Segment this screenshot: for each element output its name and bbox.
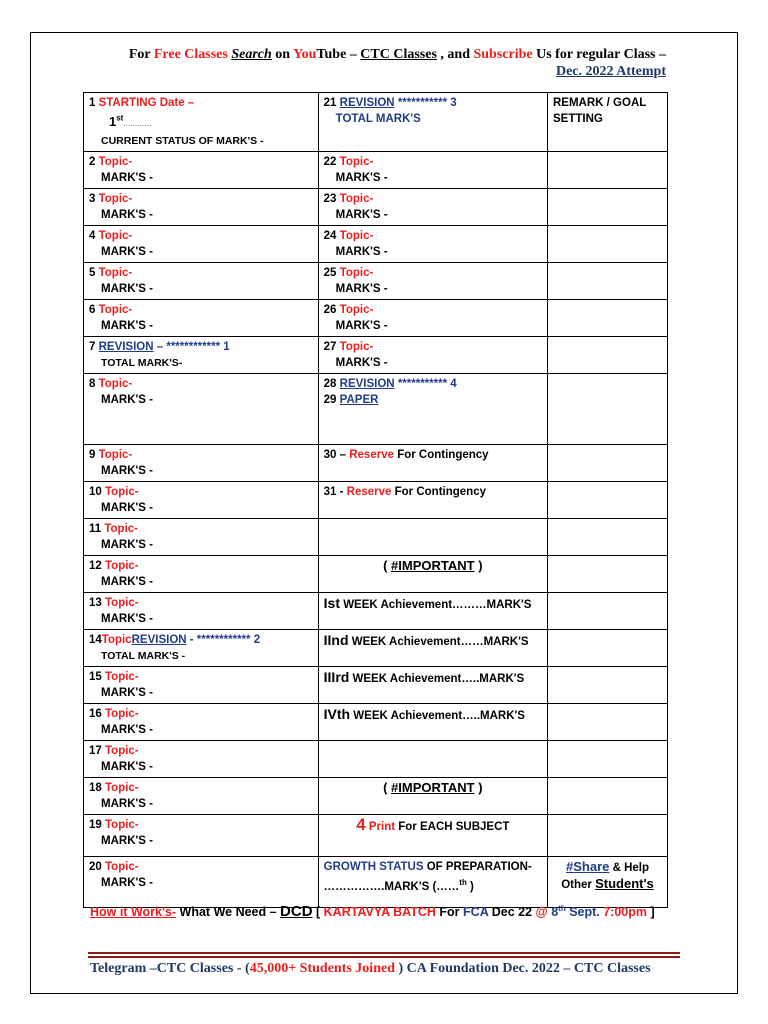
print-note: 4 Print For EACH SUBJECT bbox=[318, 815, 547, 857]
cell-24: 24 Topic- MARK'S - bbox=[318, 226, 547, 263]
cell-17: 17 Topic- MARK'S - bbox=[84, 741, 319, 778]
empty-cell[interactable] bbox=[318, 519, 547, 556]
share-help: #Share & Help Other Student's bbox=[548, 857, 668, 908]
cell-28: 28 REVISION *********** 4 29 PAPER bbox=[318, 374, 547, 445]
cell-10: 10 Topic- MARK'S - bbox=[84, 482, 319, 519]
remark-cell[interactable] bbox=[548, 482, 668, 519]
cell-13: 13 Topic- MARK'S - bbox=[84, 593, 319, 630]
cell-7: 7 REVISION – ************ 1 TOTAL MARK'S- bbox=[84, 337, 319, 374]
cell-14: 14TopicREVISION - ************ 2 TOTAL MARK'S - bbox=[84, 630, 319, 667]
remark-cell[interactable] bbox=[548, 741, 668, 778]
cell-30: 30 – Reserve For Contingency bbox=[318, 445, 547, 482]
cell-25: 25 Topic- MARK'S - bbox=[318, 263, 547, 300]
cell-5: 5 Topic- MARK'S - bbox=[84, 263, 319, 300]
attempt-label: Dec. 2022 Attempt bbox=[555, 64, 666, 79]
header bbox=[60, 46, 666, 80]
cell-27: 27 Topic- MARK'S - bbox=[318, 337, 547, 374]
cell-26: 26 Topic- MARK'S - bbox=[318, 300, 547, 337]
schedule-table bbox=[83, 92, 668, 908]
cell-3: 3 Topic- MARK'S - bbox=[84, 189, 319, 226]
remark-cell[interactable] bbox=[548, 226, 668, 263]
telegram-line: Telegram –CTC Classes - (45,000+ Students Joined ) CA Foundation Dec. 2022 – CTC Classes bbox=[90, 961, 651, 976]
remark-cell[interactable] bbox=[548, 300, 668, 337]
cell-2: 2 Topic- MARK'S - bbox=[84, 152, 319, 189]
cell-6: 6 Topic- MARK'S - bbox=[84, 300, 319, 337]
cell-21: 21 REVISION *********** 3 TOTAL MARK'S bbox=[318, 93, 547, 152]
cell-18: 18 Topic- MARK'S - bbox=[84, 778, 319, 815]
week-1-achievement: Ist WEEK Achievement………MARK'S bbox=[318, 593, 547, 630]
empty-cell[interactable] bbox=[318, 741, 547, 778]
cell-31: 31 - Reserve For Contingency bbox=[318, 482, 547, 519]
cell-19: 19 Topic- MARK'S - bbox=[84, 815, 319, 857]
remark-cell[interactable] bbox=[548, 630, 668, 667]
week-3-achievement: IIIrd WEEK Achievement…..MARK'S bbox=[318, 667, 547, 704]
header-line-1: For Free Classes Search on YouTube – CTC Classes , and Subscribe Us for regular Class – bbox=[128, 47, 666, 62]
cell-23: 23 Topic- MARK'S - bbox=[318, 189, 547, 226]
cell-12: 12 Topic- MARK'S - bbox=[84, 556, 319, 593]
remark-header: REMARK / GOAL SETTING bbox=[548, 93, 668, 152]
cell-20: 20 Topic- MARK'S - bbox=[84, 857, 319, 908]
important-label: ( #IMPORTANT ) bbox=[318, 778, 547, 815]
cell-9: 9 Topic- MARK'S - bbox=[84, 445, 319, 482]
divider bbox=[88, 956, 680, 958]
remark-cell[interactable] bbox=[548, 778, 668, 815]
how-it-works-line: How it Work's- What We Need – DCD [ KARTAVYA BATCH For FCA Dec 22 @ 8th Sept. 7:00pm ] bbox=[90, 903, 655, 920]
remark-cell[interactable] bbox=[548, 152, 668, 189]
remark-cell[interactable] bbox=[548, 593, 668, 630]
remark-cell[interactable] bbox=[548, 337, 668, 374]
remark-cell[interactable] bbox=[548, 815, 668, 857]
remark-cell[interactable] bbox=[548, 704, 668, 741]
week-2-achievement: IInd WEEK Achievement……MARK'S bbox=[318, 630, 547, 667]
remark-cell[interactable] bbox=[548, 667, 668, 704]
growth-status: GROWTH STATUS OF PREPARATION- …………….MARK'S (……$^{th}$ ) bbox=[318, 857, 547, 908]
cell-8: 8 Topic- MARK'S - bbox=[84, 374, 319, 445]
important-label: ( #IMPORTANT ) bbox=[318, 556, 547, 593]
remark-cell[interactable] bbox=[548, 519, 668, 556]
cell-11: 11 Topic- MARK'S - bbox=[84, 519, 319, 556]
divider bbox=[88, 952, 680, 954]
remark-cell[interactable] bbox=[548, 445, 668, 482]
cell-1: 1 STARTING Date – 1st………… CURRENT STATUS OF MARK'S - bbox=[84, 93, 319, 152]
remark-cell[interactable] bbox=[548, 374, 668, 445]
remark-cell[interactable] bbox=[548, 189, 668, 226]
cell-16: 16 Topic- MARK'S - bbox=[84, 704, 319, 741]
remark-cell[interactable] bbox=[548, 263, 668, 300]
cell-15: 15 Topic- MARK'S - bbox=[84, 667, 319, 704]
week-4-achievement: IVth WEEK Achievement…..MARK'S bbox=[318, 704, 547, 741]
cell-4: 4 Topic- MARK'S - bbox=[84, 226, 319, 263]
cell-22: 22 Topic- MARK'S - bbox=[318, 152, 547, 189]
remark-cell[interactable] bbox=[548, 556, 668, 593]
